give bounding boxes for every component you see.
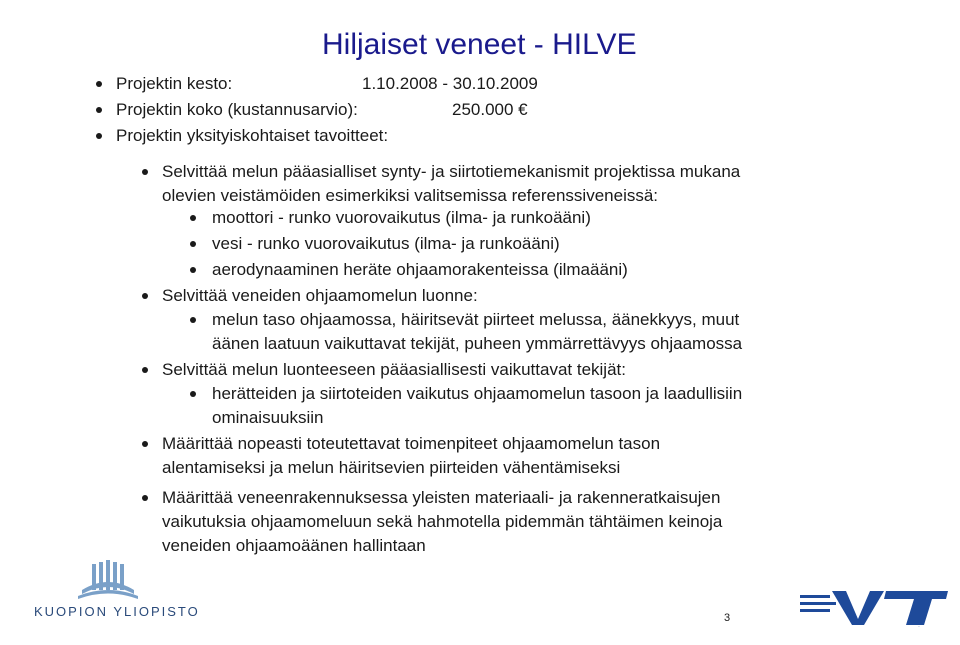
bullet-text-l1: Projektin koko (kustannusarvio): (116, 100, 358, 119)
bullet-value: 1.10.2008 - 30.10.2009 (362, 74, 538, 93)
vtt-logo (800, 585, 950, 630)
bullet-dot (142, 367, 148, 373)
bullet-dot (190, 391, 196, 397)
kuopion-logo-text: KUOPION YLIOPISTO (34, 604, 200, 619)
bullet-dot (96, 81, 102, 87)
bullet-value: 250.000 € (452, 100, 528, 119)
bullet-text-l2: Selvittää melun luonteeseen pääasiallisesti vaikuttavat tekijät: (162, 360, 626, 379)
kuopion-yliopisto-logo (30, 560, 210, 630)
page-number: 3 (724, 612, 731, 624)
bullet-dot (96, 133, 102, 139)
bullet-text-l1: Projektin kesto: (116, 74, 233, 93)
bullet-dot (190, 215, 196, 221)
bullet-text-l3: vesi - runko vuorovaikutus (ilma- ja runkoääni) (212, 234, 560, 253)
bullet-dot (142, 441, 148, 447)
bullet-continuation: olevien veistämöiden esimerkiksi valitsemissa referenssiveneissä: (162, 186, 659, 205)
slide-title: Hiljaiset veneet - HILVE (322, 28, 637, 61)
bullet-text-l2: Määrittää veneenrakennuksessa yleisten materiaali- ja rakenneratkaisujen (162, 488, 721, 507)
bullet-dot (142, 293, 148, 299)
bullet-text-l1: Projektin yksityiskohtaiset tavoitteet: (116, 126, 389, 145)
bullet-text-l3: herätteiden ja siirtoteiden vaikutus ohjaamomelun tasoon ja laadullisiin (212, 384, 743, 403)
bullet-text-l2: Selvittää melun pääasialliset synty- ja siirtotiemekanismit projektissa mukana (162, 162, 741, 181)
bullet-continuation: vaikutuksia ohjaamomeluun sekä hahmotella pidemmän tähtäimen keinoja (162, 512, 723, 531)
bullet-text-l3: moottori - runko vuorovaikutus (ilma- ja runkoääni) (212, 208, 591, 227)
vtt-logo-text: VTT (918, 627, 920, 628)
bullet-text-l3: melun taso ohjaamossa, häiritsevät piirteet melussa, äänekkyys, muut (212, 310, 740, 329)
bullet-text-l3: aerodynaaminen heräte ohjaamorakenteissa (ilmaääni) (212, 260, 628, 279)
bullet-dot (142, 495, 148, 501)
bullet-dot (96, 107, 102, 113)
bullet-continuation: veneiden ohjaamoäänen hallintaan (162, 536, 426, 555)
bullet-continuation: alentamiseksi ja melun häiritsevien piirteiden vähentämiseksi (162, 458, 621, 477)
bullet-text-l2: Määrittää nopeasti toteutettavat toimenpiteet ohjaamomelun tason (162, 434, 661, 453)
bullet-continuation: äänen laatuun vaikuttavat tekijät, puheen ymmärrettävyys ohjaamossa (212, 334, 743, 353)
bullet-dot (142, 169, 148, 175)
bullet-text-l2: Selvittää veneiden ohjaamomelun luonne: (162, 286, 478, 305)
bullet-continuation: ominaisuuksiin (212, 408, 324, 427)
bullet-dot (190, 267, 196, 273)
bullet-dot (190, 241, 196, 247)
bullet-dot (190, 317, 196, 323)
